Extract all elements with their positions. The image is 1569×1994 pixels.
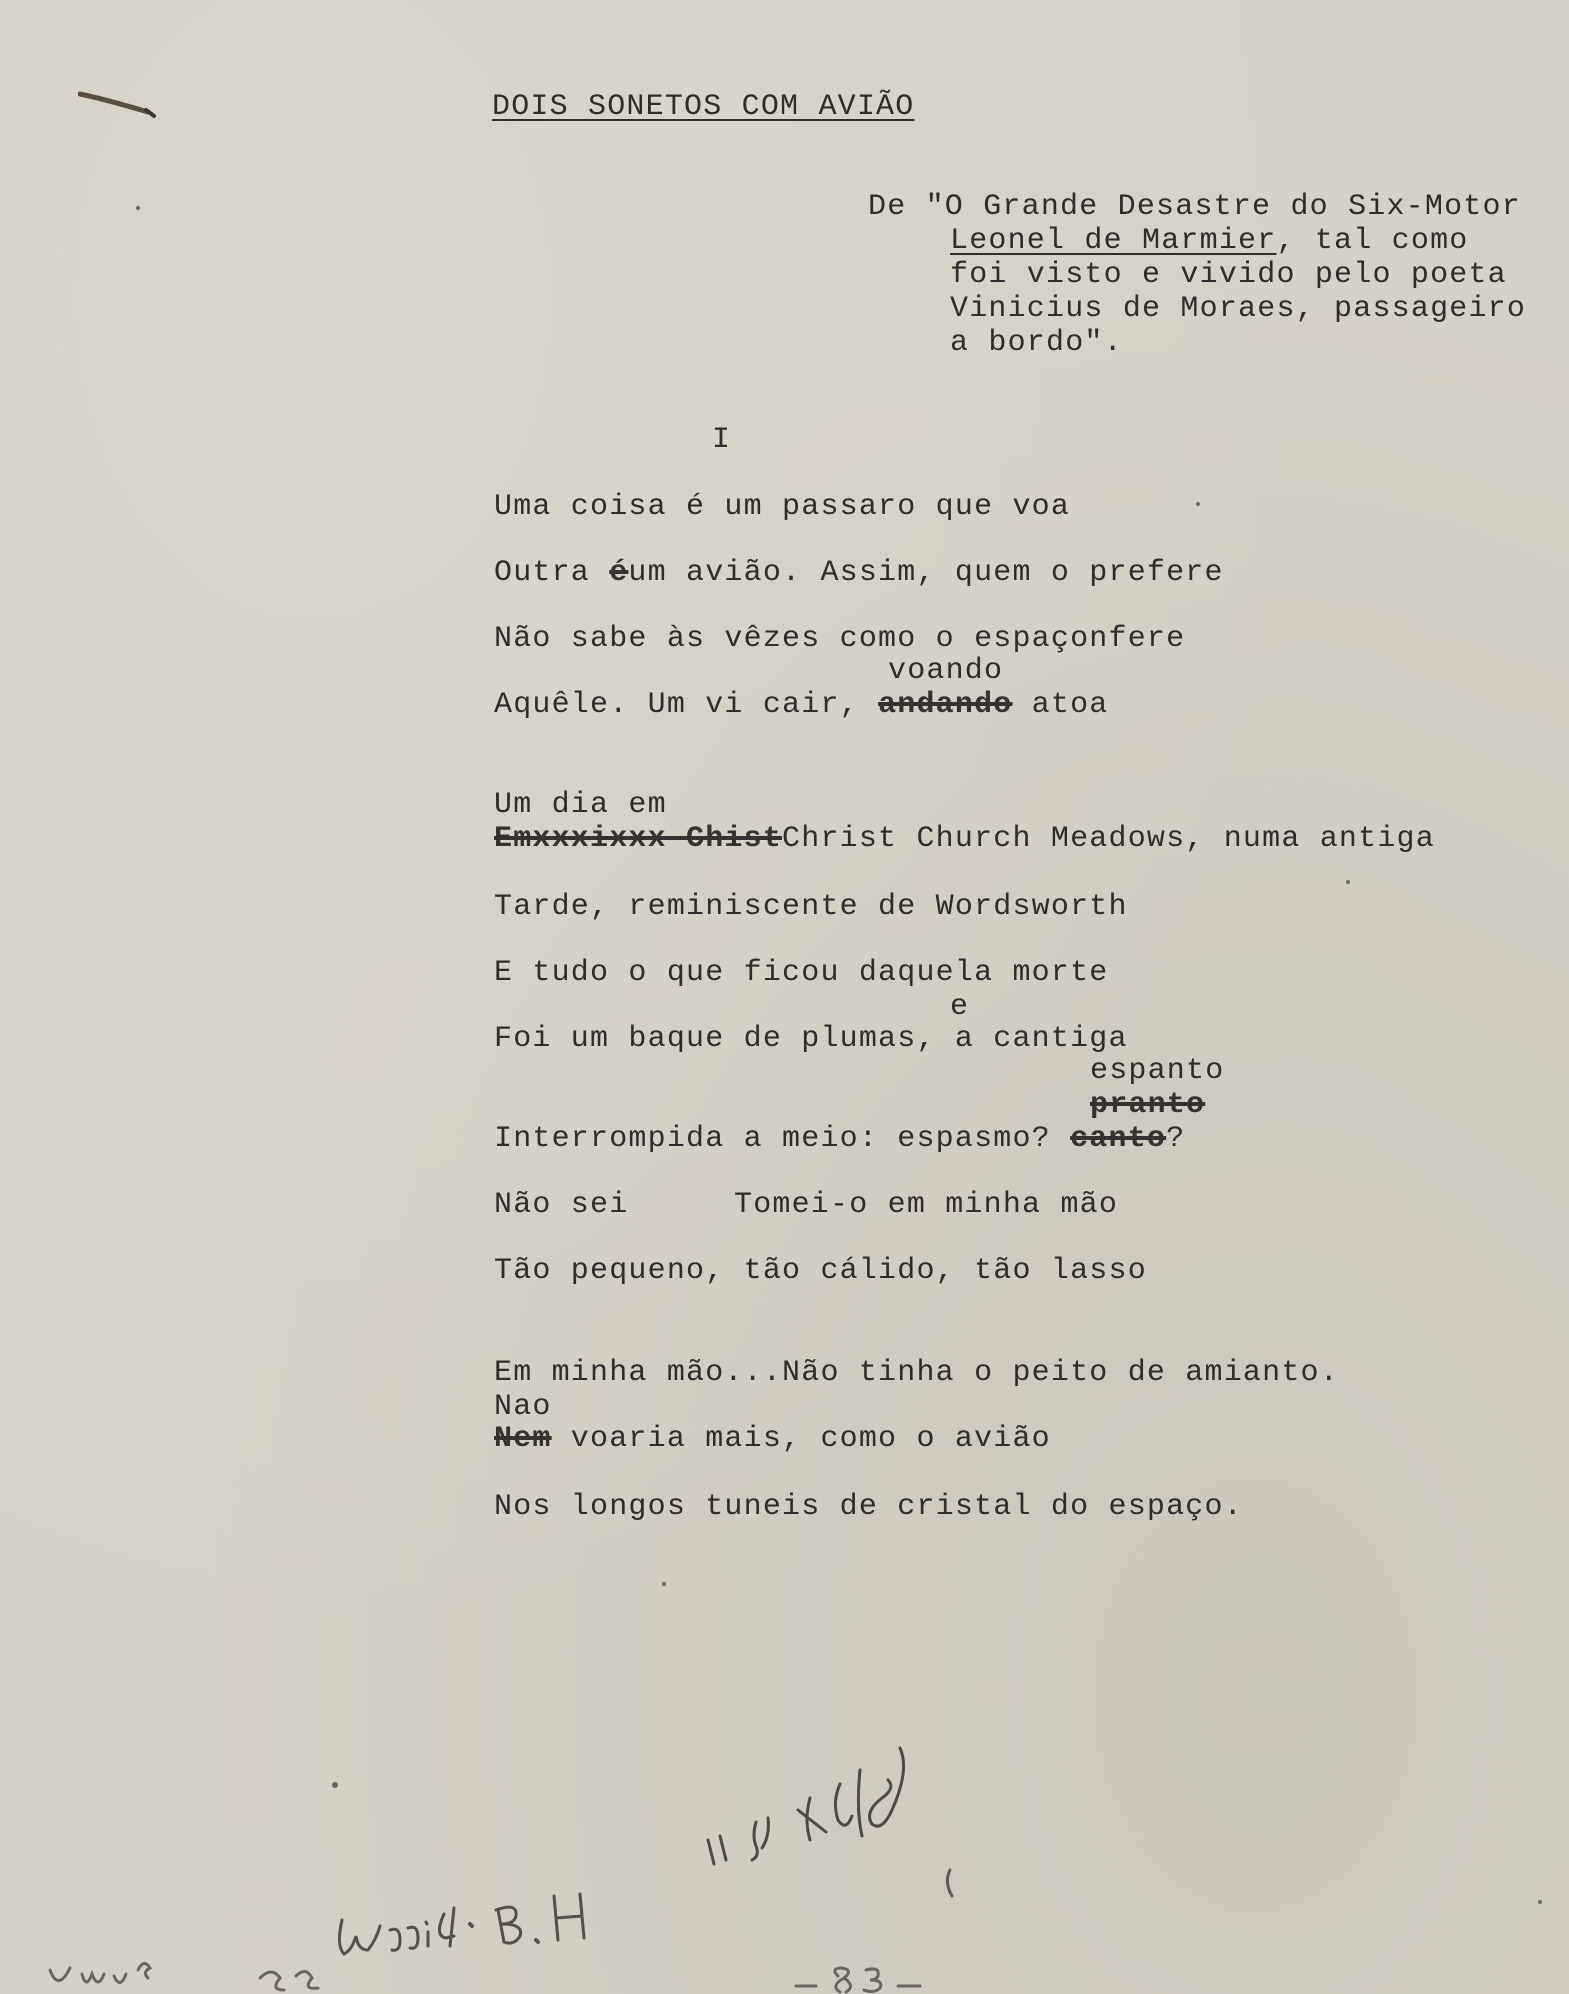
epigraph-line-4: Vinicius de Moraes, passageiro [950, 292, 1527, 326]
poem-line-9-insertion-1: espanto [1090, 1054, 1225, 1088]
struck-text: andando [878, 688, 1013, 722]
poem-line-1: Uma coisa é um passaro que voa [494, 490, 1071, 524]
section-number: I [712, 423, 732, 457]
poem-line-8-insertion: e [950, 990, 970, 1024]
poem-line-6: Tarde, reminiscente de Wordsworth [494, 890, 1128, 924]
poem-line-4-insertion: voando [888, 654, 1004, 688]
epigraph-plane-name: Leonel de Marmier [950, 224, 1277, 258]
poem-line-10b: Tomei-o em minha mão [734, 1188, 1119, 1222]
paper-speck [136, 206, 140, 210]
paper-speck [662, 1582, 666, 1586]
paper-speck [1196, 502, 1200, 506]
poem-line-7: E tudo o que ficou daquela morte [494, 956, 1109, 990]
poem-line-5: Emxxxixxx ChistChrist Church Meadows, numa antiga [494, 822, 1435, 856]
poem-line-13: Nem voaria mais, como o avião [494, 1422, 1051, 1456]
poem-line-2: Outra éum avião. Assim, quem o prefere [494, 556, 1224, 590]
epigraph-line-2 [950, 224, 1468, 258]
poem-line-9-insertion-2 [1090, 1088, 1205, 1122]
paper-speck [1538, 1900, 1542, 1904]
poem-line-10a: Não sei [494, 1188, 629, 1222]
paper-speck [332, 1782, 338, 1788]
struck-text: pranto [1090, 1088, 1206, 1122]
poem-line-8: Foi um baque de plumas, a cantiga [494, 1022, 1128, 1056]
handwritten-date-note-icon [330, 1880, 660, 1964]
epigraph-line-3: foi visto e vivido pelo poeta [950, 258, 1507, 292]
poem-line-11: Tão pequeno, tão cálido, tão lasso [494, 1254, 1147, 1288]
poem-line-4: Aquêle. Um vi cair, andando atoa [494, 688, 1109, 722]
epigraph-line-5: a bordo". [950, 326, 1123, 360]
struck-text: é [609, 556, 629, 590]
paper-speck [1346, 880, 1350, 884]
poem-line-3: Não sabe às vêzes como o espaçonfere [494, 622, 1186, 656]
handwritten-signature-icon [660, 1740, 930, 1870]
poem-line-14: Nos longos tuneis de cristal do espaço. [494, 1490, 1243, 1524]
staple-mark-icon [78, 86, 158, 122]
handwritten-page-number-icon [790, 1964, 940, 1994]
handwritten-corner-note-icon [40, 1950, 340, 1994]
poem-line-5-insertion: Um dia em [494, 788, 667, 822]
epigraph-line-1: De "O Grande Desastre do Six-Motor [868, 190, 1521, 224]
page-title: DOIS SONETOS COM AVIÃO [492, 90, 915, 124]
struck-text: Nem [494, 1422, 552, 1456]
poem-line-13-insertion: Nao [494, 1390, 552, 1424]
epigraph-line-2-rest: , tal como [1276, 224, 1469, 258]
poem-line-9: Interrompida a meio: espasmo? canto? [494, 1122, 1186, 1156]
handwritten-mark-icon [940, 1866, 960, 1906]
poem-line-12: Em minha mão...Não tinha o peito de amianto. [494, 1356, 1339, 1390]
struck-text: canto [1070, 1122, 1167, 1156]
struck-text: Emxxxixxx Chist [494, 822, 783, 856]
